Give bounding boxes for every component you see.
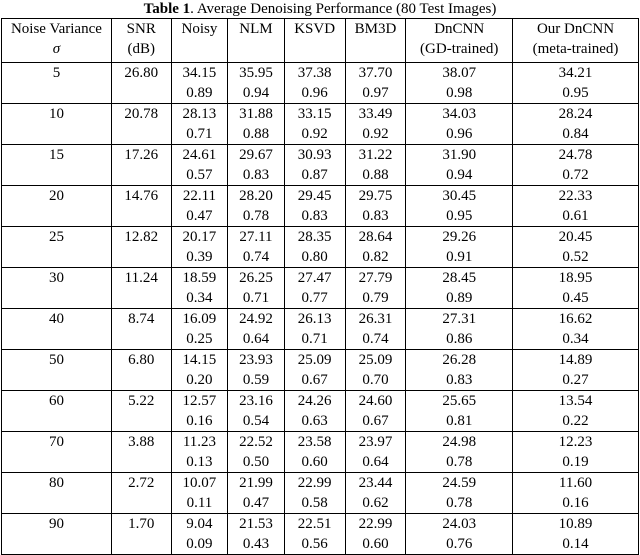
ssim-value-cell: 0.95 [406,206,513,227]
ssim-value-cell: 0.27 [513,370,639,391]
snr-cell: 2.72 [111,473,171,494]
empty-cell [111,247,171,268]
psnr-value-cell: 22.52 [228,432,285,453]
ssim-value-cell: 0.52 [513,247,639,268]
psnr-value-cell: 23.58 [284,432,345,453]
psnr-value-cell: 31.88 [228,104,285,125]
psnr-value-cell: 20.17 [171,227,228,248]
ssim-value-cell: 0.11 [171,493,228,514]
psnr-value-cell: 26.25 [228,268,285,289]
column-header: SNR [111,19,171,40]
empty-cell [111,534,171,555]
psnr-value-cell: 22.11 [171,186,228,207]
ssim-value-cell: 0.22 [513,411,639,432]
ssim-value-cell: 0.64 [228,329,285,350]
sigma-cell: 40 [2,309,112,330]
ssim-value-cell: 0.25 [171,329,228,350]
psnr-value-cell: 27.47 [284,268,345,289]
psnr-value-cell: 37.70 [345,63,406,84]
table-row-ssim [2,247,639,268]
caption-label: Table 1 [143,1,191,17]
psnr-value-cell: 22.33 [513,186,639,207]
psnr-value-cell: 27.79 [345,268,406,289]
psnr-value-cell: 33.49 [345,104,406,125]
ssim-value-cell: 0.74 [345,329,406,350]
psnr-value-cell: 28.24 [513,104,639,125]
psnr-value-cell: 22.99 [284,473,345,494]
psnr-value-cell: 29.45 [284,186,345,207]
psnr-value-cell: 31.22 [345,145,406,166]
sigma-cell: 20 [2,186,112,207]
snr-cell: 14.76 [111,186,171,207]
ssim-value-cell: 0.95 [513,83,639,104]
sigma-cell: 25 [2,227,112,248]
psnr-value-cell: 26.13 [284,309,345,330]
ssim-value-cell: 0.47 [171,206,228,227]
column-subheader [284,39,345,59]
column-subheader [345,39,406,59]
psnr-value-cell: 12.23 [513,432,639,453]
psnr-value-cell: 24.03 [406,514,513,535]
psnr-value-cell: 30.93 [284,145,345,166]
empty-cell [2,493,112,514]
sigma-cell: 5 [2,63,112,84]
psnr-value-cell: 29.26 [406,227,513,248]
psnr-value-cell: 23.93 [228,350,285,371]
psnr-value-cell: 31.90 [406,145,513,166]
table-row-ssim [2,534,639,555]
table-body [2,63,639,555]
table-row-ssim [2,329,639,350]
snr-cell: 17.26 [111,145,171,166]
sigma-cell: 80 [2,473,112,494]
empty-cell [111,165,171,186]
ssim-value-cell: 0.64 [345,452,406,473]
ssim-value-cell: 0.45 [513,288,639,309]
empty-cell [111,206,171,227]
psnr-value-cell: 35.95 [228,63,285,84]
psnr-value-cell: 24.61 [171,145,228,166]
ssim-value-cell: 0.09 [171,534,228,555]
psnr-value-cell: 26.31 [345,309,406,330]
table-row-psnr [2,186,639,207]
ssim-value-cell: 0.98 [406,83,513,104]
column-subheader: (GD-trained) [406,39,513,59]
psnr-value-cell: 10.07 [171,473,228,494]
empty-cell [2,534,112,555]
ssim-value-cell: 0.72 [513,165,639,186]
table-row-psnr [2,145,639,166]
empty-cell [2,288,112,309]
ssim-value-cell: 0.83 [228,165,285,186]
empty-cell [111,288,171,309]
column-subheader: (dB) [111,39,171,59]
psnr-value-cell: 24.59 [406,473,513,494]
table-row-ssim [2,452,639,473]
psnr-value-cell: 12.57 [171,391,228,412]
snr-cell: 1.70 [111,514,171,535]
psnr-value-cell: 24.98 [406,432,513,453]
ssim-value-cell: 0.96 [406,124,513,145]
ssim-value-cell: 0.19 [513,452,639,473]
psnr-value-cell: 29.67 [228,145,285,166]
psnr-value-cell: 16.62 [513,309,639,330]
psnr-value-cell: 38.07 [406,63,513,84]
column-header: Noisy [171,19,228,40]
psnr-value-cell: 24.26 [284,391,345,412]
ssim-value-cell: 0.83 [284,206,345,227]
ssim-value-cell: 0.43 [228,534,285,555]
empty-cell [111,329,171,350]
table-row-psnr [2,350,639,371]
ssim-value-cell: 0.67 [284,370,345,391]
empty-cell [2,165,112,186]
table-caption [0,0,640,18]
psnr-value-cell: 28.64 [345,227,406,248]
empty-cell [2,411,112,432]
psnr-value-cell: 28.45 [406,268,513,289]
empty-cell [111,370,171,391]
column-subheader [171,39,228,59]
psnr-value-cell: 24.92 [228,309,285,330]
table-row-ssim [2,165,639,186]
ssim-value-cell: 0.83 [345,206,406,227]
psnr-value-cell: 21.53 [228,514,285,535]
table-row-ssim [2,83,639,104]
ssim-value-cell: 0.34 [171,288,228,309]
psnr-value-cell: 23.44 [345,473,406,494]
empty-cell [2,206,112,227]
psnr-value-cell: 18.95 [513,268,639,289]
psnr-value-cell: 14.15 [171,350,228,371]
ssim-value-cell: 0.94 [406,165,513,186]
psnr-value-cell: 23.97 [345,432,406,453]
sigma-cell: 50 [2,350,112,371]
ssim-value-cell: 0.16 [171,411,228,432]
table-row-psnr [2,309,639,330]
psnr-value-cell: 14.89 [513,350,639,371]
empty-cell [2,124,112,145]
ssim-value-cell: 0.39 [171,247,228,268]
ssim-value-cell: 0.81 [406,411,513,432]
ssim-value-cell: 0.89 [171,83,228,104]
table-row-psnr [2,473,639,494]
column-subheader [228,39,285,59]
table-row-ssim [2,124,639,145]
caption-text: . Average Denoising Performance (80 Test Images) [190,1,497,17]
psnr-value-cell: 25.09 [345,350,406,371]
empty-cell [111,83,171,104]
empty-cell [2,83,112,104]
table-row-psnr [2,391,639,412]
psnr-value-cell: 37.38 [284,63,345,84]
column-subheader: σ [2,39,112,59]
ssim-value-cell: 0.88 [345,165,406,186]
column-header: BM3D [345,19,406,40]
psnr-value-cell: 29.75 [345,186,406,207]
ssim-value-cell: 0.62 [345,493,406,514]
ssim-value-cell: 0.60 [345,534,406,555]
sigma-cell: 30 [2,268,112,289]
snr-cell: 8.74 [111,309,171,330]
empty-cell [111,493,171,514]
ssim-value-cell: 0.54 [228,411,285,432]
ssim-value-cell: 0.77 [284,288,345,309]
ssim-value-cell: 0.86 [406,329,513,350]
ssim-value-cell: 0.87 [284,165,345,186]
psnr-value-cell: 34.03 [406,104,513,125]
table-row-ssim [2,288,639,309]
ssim-value-cell: 0.78 [406,493,513,514]
snr-cell: 6.80 [111,350,171,371]
psnr-value-cell: 24.78 [513,145,639,166]
sigma-cell: 90 [2,514,112,535]
column-header: Our DnCNN [513,19,639,40]
ssim-value-cell: 0.79 [345,288,406,309]
psnr-value-cell: 13.54 [513,391,639,412]
table-row-psnr [2,104,639,125]
psnr-value-cell: 16.09 [171,309,228,330]
sigma-cell: 70 [2,432,112,453]
snr-cell: 12.82 [111,227,171,248]
ssim-value-cell: 0.71 [228,288,285,309]
ssim-value-cell: 0.94 [228,83,285,104]
psnr-value-cell: 28.13 [171,104,228,125]
ssim-value-cell: 0.47 [228,493,285,514]
ssim-value-cell: 0.78 [406,452,513,473]
empty-cell [2,452,112,473]
table-row-psnr [2,63,639,84]
psnr-value-cell: 27.31 [406,309,513,330]
psnr-value-cell: 11.23 [171,432,228,453]
column-header: NLM [228,19,285,40]
sigma-cell: 15 [2,145,112,166]
ssim-value-cell: 0.59 [228,370,285,391]
ssim-value-cell: 0.78 [228,206,285,227]
psnr-value-cell: 11.60 [513,473,639,494]
table-row-psnr [2,268,639,289]
psnr-value-cell: 20.45 [513,227,639,248]
empty-cell [2,329,112,350]
psnr-value-cell: 21.99 [228,473,285,494]
snr-cell: 3.88 [111,432,171,453]
psnr-value-cell: 26.28 [406,350,513,371]
ssim-value-cell: 0.61 [513,206,639,227]
column-header: KSVD [284,19,345,40]
table-row-ssim [2,370,639,391]
ssim-value-cell: 0.63 [284,411,345,432]
psnr-value-cell: 27.11 [228,227,285,248]
table-row-psnr [2,227,639,248]
psnr-value-cell: 28.20 [228,186,285,207]
results-table [1,18,639,555]
psnr-value-cell: 9.04 [171,514,228,535]
ssim-value-cell: 0.67 [345,411,406,432]
table-row-psnr [2,432,639,453]
ssim-value-cell: 0.91 [406,247,513,268]
ssim-value-cell: 0.83 [406,370,513,391]
table-row-ssim [2,493,639,514]
ssim-value-cell: 0.34 [513,329,639,350]
ssim-value-cell: 0.71 [171,124,228,145]
ssim-value-cell: 0.57 [171,165,228,186]
snr-cell: 11.24 [111,268,171,289]
psnr-value-cell: 34.21 [513,63,639,84]
psnr-value-cell: 25.65 [406,391,513,412]
ssim-value-cell: 0.88 [228,124,285,145]
ssim-value-cell: 0.70 [345,370,406,391]
ssim-value-cell: 0.50 [228,452,285,473]
ssim-value-cell: 0.89 [406,288,513,309]
ssim-value-cell: 0.74 [228,247,285,268]
psnr-value-cell: 30.45 [406,186,513,207]
psnr-value-cell: 22.51 [284,514,345,535]
psnr-value-cell: 23.16 [228,391,285,412]
column-header: DnCNN [406,19,513,40]
ssim-value-cell: 0.76 [406,534,513,555]
column-subheader: (meta-trained) [513,39,639,59]
snr-cell: 20.78 [111,104,171,125]
psnr-value-cell: 28.35 [284,227,345,248]
ssim-value-cell: 0.20 [171,370,228,391]
ssim-value-cell: 0.97 [345,83,406,104]
psnr-value-cell: 24.60 [345,391,406,412]
empty-cell [111,124,171,145]
ssim-value-cell: 0.92 [284,124,345,145]
ssim-value-cell: 0.80 [284,247,345,268]
ssim-value-cell: 0.60 [284,452,345,473]
column-header: Noise Variance [2,19,112,40]
ssim-value-cell: 0.58 [284,493,345,514]
ssim-value-cell: 0.92 [345,124,406,145]
ssim-value-cell: 0.56 [284,534,345,555]
empty-cell [2,370,112,391]
table-row-psnr [2,514,639,535]
sigma-cell: 60 [2,391,112,412]
empty-cell [111,452,171,473]
ssim-value-cell: 0.14 [513,534,639,555]
psnr-value-cell: 34.15 [171,63,228,84]
ssim-value-cell: 0.82 [345,247,406,268]
table-row-ssim [2,206,639,227]
ssim-value-cell: 0.13 [171,452,228,473]
psnr-value-cell: 33.15 [284,104,345,125]
ssim-value-cell: 0.96 [284,83,345,104]
empty-cell [111,411,171,432]
snr-cell: 26.80 [111,63,171,84]
psnr-value-cell: 10.89 [513,514,639,535]
table-row-ssim [2,411,639,432]
empty-cell [2,247,112,268]
ssim-value-cell: 0.16 [513,493,639,514]
psnr-value-cell: 18.59 [171,268,228,289]
ssim-value-cell: 0.71 [284,329,345,350]
sigma-cell: 10 [2,104,112,125]
table-header [2,19,639,63]
psnr-value-cell: 22.99 [345,514,406,535]
psnr-value-cell: 25.09 [284,350,345,371]
snr-cell: 5.22 [111,391,171,412]
ssim-value-cell: 0.84 [513,124,639,145]
